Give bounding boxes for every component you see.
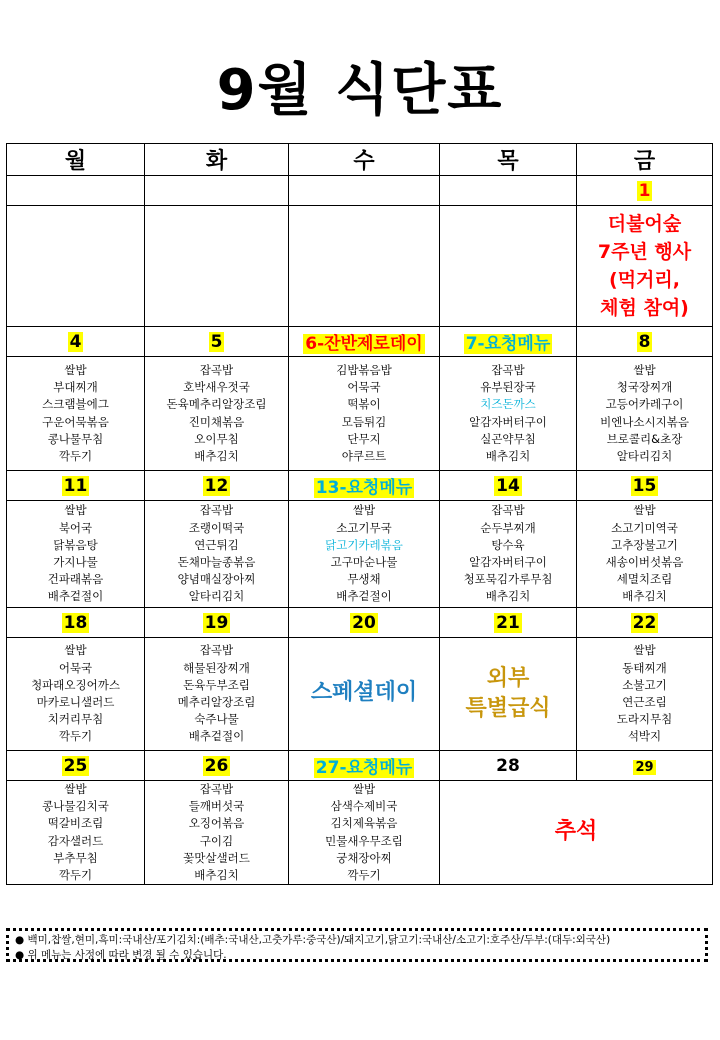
meal-cell: [7, 781, 145, 885]
date-19: 19: [204, 612, 229, 633]
meal-calendar: [6, 143, 713, 885]
menu-item: 순두부찌개: [480, 520, 536, 535]
menu-item: 궁채장아찌: [336, 850, 392, 865]
menu-item: 탕수육: [491, 537, 525, 552]
meal-row-week1: [7, 357, 713, 471]
outside-meal-line: 특별급식: [465, 696, 551, 721]
meal-cell: [440, 357, 577, 471]
empty-cell: [145, 206, 289, 327]
menu-item: 배추김치: [485, 448, 531, 463]
date-27-request-menu: 27-요청메뉴: [315, 758, 413, 778]
date-row-week2: [7, 471, 713, 501]
menu-item: 쌀밥: [633, 643, 656, 658]
menu-item: 알감자버터구이: [469, 414, 547, 429]
menu-item: 진미채볶음: [188, 414, 245, 429]
meal-cell: [577, 357, 713, 471]
menu-item: 조랭이떡국: [188, 520, 245, 535]
menu-item: 잡곡밥: [491, 362, 525, 377]
menu-item: 돈육두부조림: [183, 677, 250, 692]
menu-item: 김치제육볶음: [330, 816, 398, 831]
menu-item: 민물새우무조림: [325, 833, 403, 848]
empty-cell: [440, 206, 577, 327]
menu-item: 브로콜리&초장: [606, 431, 683, 446]
weekday-fri: 금: [577, 144, 713, 176]
menu-item: 알감자버터구이: [469, 555, 547, 569]
menu-item: 북어국: [58, 520, 93, 535]
date-cell: [577, 176, 713, 206]
meal-cell: [289, 501, 440, 608]
menu-item: 가지나물: [53, 555, 98, 569]
menu-item: 고추장불고기: [611, 537, 678, 552]
menu-item: 쌀밥: [352, 782, 376, 796]
date-cell: [145, 327, 289, 357]
date-row-week1: [7, 327, 713, 357]
date-15: 15: [632, 475, 657, 496]
date-26: 26: [204, 755, 229, 776]
date-cell: [7, 471, 145, 501]
menu-item: 쌀밥: [352, 503, 376, 518]
date-14: 14: [496, 475, 520, 496]
holiday-cell: [440, 781, 713, 885]
date-cell: [440, 176, 577, 206]
menu-item: 삼색수제비국: [330, 799, 398, 814]
menu-item: 부대찌개: [53, 380, 98, 395]
menu-item: 깍두기: [347, 868, 381, 883]
weekday-header-row: [7, 144, 713, 176]
menu-item: 꽃맛살샐러드: [183, 850, 250, 865]
meal-row-week0: [7, 206, 713, 327]
menu-item: 배추김치: [622, 589, 667, 604]
date-25: 25: [63, 755, 88, 776]
menu-item: 콩나물무침: [47, 431, 104, 446]
menu-item: 소불고기: [622, 677, 667, 692]
date-20: 20: [352, 612, 376, 633]
menu-item: 배추겉절이: [336, 589, 392, 604]
anniversary-event: 더불어숲 7주년 행사 (먹거리, 체험 참여): [577, 206, 713, 327]
menu-item: 깍두기: [58, 868, 93, 883]
menu-item: 건파래볶음: [47, 572, 104, 587]
change-note: ● 위 메뉴는 사정에 따라 변경 될 수 있습니다.: [15, 949, 227, 961]
menu-item: 닭볶음탕: [53, 537, 98, 552]
date-cell: [145, 176, 289, 206]
weekday-wed: 수: [289, 144, 440, 176]
meal-cell: [7, 501, 145, 608]
menu-item: 부추무침: [53, 850, 98, 865]
date-cell: [577, 608, 713, 638]
menu-item: 떡볶이: [347, 397, 381, 412]
menu-item: 비엔나소시지볶음: [600, 414, 689, 429]
meal-cell: [145, 781, 289, 885]
menu-item: 석박지: [627, 729, 662, 744]
meal-cell: [7, 357, 145, 471]
date-cell: [440, 608, 577, 638]
menu-item: 잡곡밥: [199, 503, 234, 518]
menu-item: 배추김치: [194, 448, 239, 463]
outside-meal-cell: [440, 638, 577, 751]
menu-item: 구운어묵볶음: [42, 414, 109, 429]
menu-item: 김밥볶음밥: [336, 362, 392, 377]
holiday-label: 추석: [554, 818, 598, 844]
menu-item: 유부된장국: [480, 380, 536, 395]
menu-item: 도라지무침: [616, 712, 673, 727]
date-cell: [145, 471, 289, 501]
menu-item: 배추김치: [485, 589, 531, 604]
meal-cell: [145, 638, 289, 751]
menu-item: 쌀밥: [64, 503, 87, 518]
date-18: 18: [63, 612, 88, 633]
menu-item: 호박새우젓국: [183, 380, 250, 395]
date-cell: [7, 608, 145, 638]
menu-item: 어묵국: [58, 660, 93, 675]
meal-cell: [145, 501, 289, 608]
weekday-thu: 목: [440, 144, 577, 176]
date-13-request-menu: 13-요청메뉴: [315, 478, 413, 498]
empty-cell: [7, 206, 145, 327]
menu-item: 잡곡밥: [199, 643, 234, 658]
menu-item: 무생채: [347, 572, 381, 587]
menu-item: 고등어카레구이: [605, 397, 684, 412]
menu-item: 연근튀김: [194, 537, 239, 552]
meal-row-week2: [7, 501, 713, 608]
date-cell: [440, 751, 577, 781]
menu-item: 야쿠르트: [341, 448, 387, 463]
menu-item: 실곤약무침: [480, 431, 536, 446]
menu-item: 오징어볶음: [188, 816, 245, 831]
menu-item: 청포묵김가루무침: [463, 572, 553, 587]
menu-item: 돈채마늘종볶음: [177, 555, 256, 569]
menu-item: 스크램블에그: [42, 397, 109, 412]
date-5: 5: [210, 331, 223, 352]
menu-item: 소고기미역국: [611, 520, 678, 535]
menu-item: 어묵국: [347, 380, 381, 395]
menu-item: 배추겉절이: [47, 589, 104, 604]
menu-item: 모듬튀김: [341, 414, 387, 429]
meal-cell: [145, 357, 289, 471]
outside-meal-line: 외부: [486, 666, 530, 691]
menu-item: 새송이버섯볶음: [605, 555, 684, 569]
menu-item: 연근조림: [622, 695, 667, 709]
date-cell: [289, 751, 440, 781]
date-cell: [145, 751, 289, 781]
menu-item: 구이김: [199, 833, 234, 848]
menu-item: 알타리김치: [188, 589, 245, 604]
date-1: 1: [638, 180, 651, 201]
meal-cell: [289, 357, 440, 471]
meal-cell: [7, 638, 145, 751]
date-cell: [577, 471, 713, 501]
menu-item: 치커리무침: [47, 712, 104, 727]
date-29: 29: [635, 759, 654, 775]
menu-item: 콩나물김치국: [42, 799, 109, 814]
menu-item: 해물된장찌개: [183, 660, 250, 675]
menu-item: 쌀밥: [633, 362, 656, 377]
menu-item: 마카로니샐러드: [36, 695, 115, 709]
menu-item-requested: 치즈돈까스: [480, 397, 536, 412]
menu-item-requested: 닭고기카레볶음: [325, 537, 403, 552]
date-21: 21: [496, 612, 520, 633]
date-cell: [7, 176, 145, 206]
meal-cell: [289, 781, 440, 885]
menu-item: 배추김치: [194, 868, 239, 883]
menu-item: 숙주나물: [194, 712, 239, 727]
meal-cell: [577, 638, 713, 751]
meal-row-week3: [7, 638, 713, 751]
date-8: 8: [638, 331, 651, 352]
menu-item: 떡갈비조림: [47, 816, 104, 831]
menu-item: 동태찌개: [622, 660, 667, 675]
date-cell: [289, 176, 440, 206]
menu-item: 쌀밥: [64, 643, 87, 658]
menu-item: 알타리김치: [616, 448, 673, 463]
menu-item: 쌀밥: [64, 362, 87, 377]
date-12: 12: [204, 475, 229, 496]
date-cell: [7, 327, 145, 357]
menu-item: 오이무침: [194, 431, 239, 446]
menu-item: 양념매실장아찌: [177, 572, 256, 587]
date-row-week4: [7, 751, 713, 781]
menu-item: 깍두기: [58, 729, 93, 744]
empty-cell: [289, 206, 440, 327]
date-row-week3: [7, 608, 713, 638]
menu-item: 잡곡밥: [199, 782, 234, 796]
page-title: 9월 식단표: [216, 58, 504, 123]
menu-item: 잡곡밥: [491, 503, 525, 518]
date-cell: [289, 608, 440, 638]
menu-item: 쌀밥: [64, 782, 87, 796]
menu-item: 고구마순나물: [330, 555, 398, 569]
weekday-mon: 월: [7, 144, 145, 176]
date-cell: [7, 751, 145, 781]
special-day-label: 스페셜데이: [310, 679, 418, 705]
date-row-week0: [7, 176, 713, 206]
menu-item: 들깨버섯국: [188, 799, 245, 814]
date-22: 22: [632, 612, 657, 633]
special-day-cell: [289, 638, 440, 751]
date-6-zero-waste-day: 6-잔반제로데이: [305, 334, 423, 354]
menu-item: 청국장찌개: [616, 380, 673, 395]
weekday-tue: 화: [145, 144, 289, 176]
allergen-origin-notes: [6, 928, 708, 962]
date-11: 11: [63, 475, 88, 496]
date-cell: [440, 471, 577, 501]
date-cell: [289, 471, 440, 501]
date-cell: [577, 327, 713, 357]
menu-item: 감자샐러드: [47, 833, 104, 848]
menu-item: 돈육메추리알장조림: [166, 397, 267, 412]
date-cell: [145, 608, 289, 638]
date-7-request-menu: 7-요청메뉴: [465, 334, 551, 354]
menu-item: 단무지: [347, 431, 381, 446]
date-28: 28: [496, 755, 520, 776]
meal-row-week4: [7, 781, 713, 885]
menu-item: 쌀밥: [633, 503, 656, 518]
date-cell: [289, 327, 440, 357]
menu-item: 세멸치조림: [616, 572, 673, 587]
menu-item: 잡곡밥: [199, 362, 234, 377]
menu-item: 청파래오징어까스: [31, 677, 120, 692]
menu-item: 배추겉절이: [188, 729, 245, 744]
menu-item: 소고기무국: [336, 520, 392, 535]
meal-cell: [577, 501, 713, 608]
meal-cell: [440, 501, 577, 608]
menu-item: 깍두기: [58, 448, 93, 463]
origin-note: ● 백미,찹쌀,현미,흑미:국내산/포기김치:(배추:국내산,고춧가루:중국산)/돼지고기,닭고기:국내산/소고기:호주산/두부:(대두:외국산): [15, 934, 611, 946]
menu-item: 메추리알장조림: [177, 695, 256, 709]
date-cell: [440, 327, 577, 357]
date-cell: [577, 751, 713, 781]
date-4: 4: [69, 331, 82, 352]
